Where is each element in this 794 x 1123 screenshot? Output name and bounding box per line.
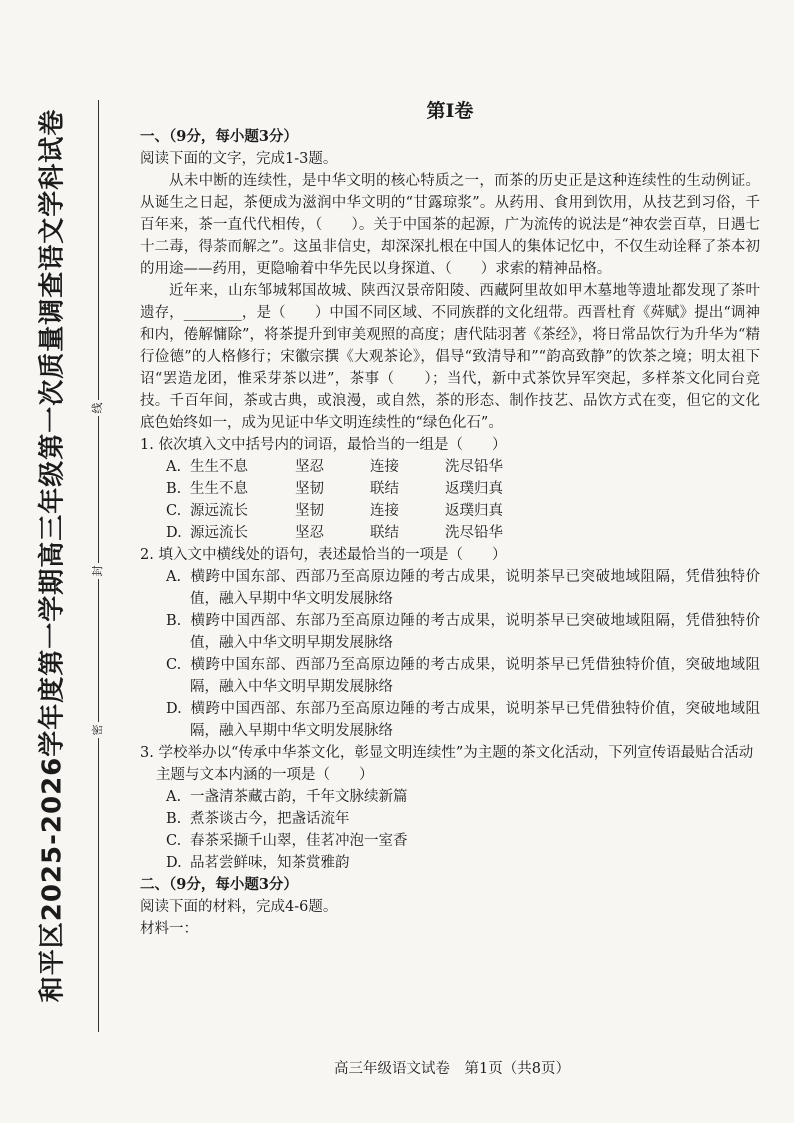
binding-spine xyxy=(28,108,72,1002)
question-3-option-b: B. 煮茶谈古今，把盏话流年 xyxy=(166,811,350,827)
question-1-option-c: C. 源远流长 坚韧 连接 返璞归真 xyxy=(166,503,503,519)
section-2-title: 二、（9分，每小题3分） xyxy=(140,876,298,893)
question-2-option-a: A. 横跨中国东部、西部乃至高原边陲的考古成果，说明茶早已突破地域阻隔，凭借独特价值，融入早期中华文明发展脉络 xyxy=(166,569,760,607)
passage-paragraph-2: 近年来，山东邹城邾国故城、陕西汉景帝阳陵、西藏阿里故如甲木墓地等遗址都发现了茶叶遗存，________，是（ ）中国不同区域、不同族群的文化纽带。西晋杜育《荈赋》提出“调神和内，倦解慵除”，将茶提升到审美观照的高度；唐代陆羽著《茶经》，将日常品饮行为升华为“精行俭德”的人格修行；宋徽宗撰《大观茶论》，倡导“致清导和”“韵高致静”的饮茶之境；明太祖下诏“罢造龙团，惟采芽茶以进”，茶事（ ）；当代，新中式茶饮异军突起，多样茶文化同台竞技。千百年间，茶或古典，或浪漫，或自然，茶的形态、制作技艺、品饮方式在变，但它的文化底色始终如一，成为见证中华文明连续性的“绿色化石”。 xyxy=(140,283,760,431)
question-3-option-d: D. 品茗尝鲜味，知茶赏雅韵 xyxy=(166,855,350,871)
question-1-stem: 1. 依次填入文中括号内的词语，最恰当的一组是（ ） xyxy=(140,437,507,453)
question-1-option-a: A. 生生不息 坚忍 连接 洗尽铅华 xyxy=(166,459,503,475)
question-1-option-d: D. 源远流长 坚忍 联结 洗尽铅华 xyxy=(166,525,503,541)
question-2-stem: 2. 填入文中横线处的语句，表述最恰当的一项是（ ） xyxy=(140,547,507,563)
question-3-option-c: C. 春茶采撷千山翠，佳茗冲泡一室香 xyxy=(166,833,408,849)
passage-paragraph-1: 从未中断的连续性，是中华文明的核心特质之一，而茶的历史正是这种连续性的生动例证。从诞生之日起，茶便成为滋润中华文明的“甘露琼浆”。从药用、食用到饮用，从技艺到习俗，千百年来，茶一直代代相传，（ ）。关于中国茶的起源，广为流传的说法是“神农尝百草，日遇七十二毒，得荼而解之”。这虽非信史，却深深扎根在中国人的集体记忆中，不仅生动诠释了茶本初的用途——药用，更隐喻着中华先民以身探道、（ ）求索的精神品格。 xyxy=(140,173,760,277)
question-2-option-b: B. 横跨中国西部、东部乃至高原边陲的考古成果，说明茶早已突破地域阻隔，凭借独特价值，融入中华文明早期发展脉络 xyxy=(166,613,760,651)
section-2-instruction: 阅读下面的材料，完成4-6题。 xyxy=(140,899,338,915)
material-1-label: 材料一： xyxy=(140,921,198,937)
question-2-option-c: C. 横跨中国东部、西部乃至高原边陲的考古成果，说明茶早已凭借独特价值，突破地域阻隔，融入中华文明早期发展脉络 xyxy=(166,657,760,695)
section-1-title: 一、（9分，每小题3分） xyxy=(140,128,298,145)
section-1-instruction: 阅读下面的文字，完成1-3题。 xyxy=(140,151,338,167)
exam-content xyxy=(140,100,760,940)
question-3-option-a: A. 一盏清茶藏古韵，千年文脉续新篇 xyxy=(166,789,408,805)
exam-title-text: 和平区2025-2026学年度第一学期高三年级第一次质量调查语文学科试卷 xyxy=(37,108,68,1002)
binding-mark-mi: 密 xyxy=(90,722,106,738)
page-footer: 高三年级语文试卷 第1页（共8页） xyxy=(334,1061,570,1077)
binding-mark-feng: 封 xyxy=(90,563,106,579)
exam-title-vertical xyxy=(28,108,72,1002)
question-1-option-b: B. 生生不息 坚韧 联结 返璞归真 xyxy=(166,481,503,497)
page-heading: 第I卷 xyxy=(426,100,474,122)
binding-mark-xian: 线 xyxy=(90,400,106,416)
question-2-option-d: D. 横跨中国西部、东部乃至高原边陲的考古成果，说明茶早已凭借独特价值，突破地域阻隔，融入早期中华文明发展脉络 xyxy=(166,701,760,739)
question-3-stem: 3. 学校举办以“传承中华茶文化，彰显文明连续性”为主题的茶文化活动，下列宣传语最贴合活动主题与文本内涵的一项是（ ） xyxy=(140,745,754,783)
